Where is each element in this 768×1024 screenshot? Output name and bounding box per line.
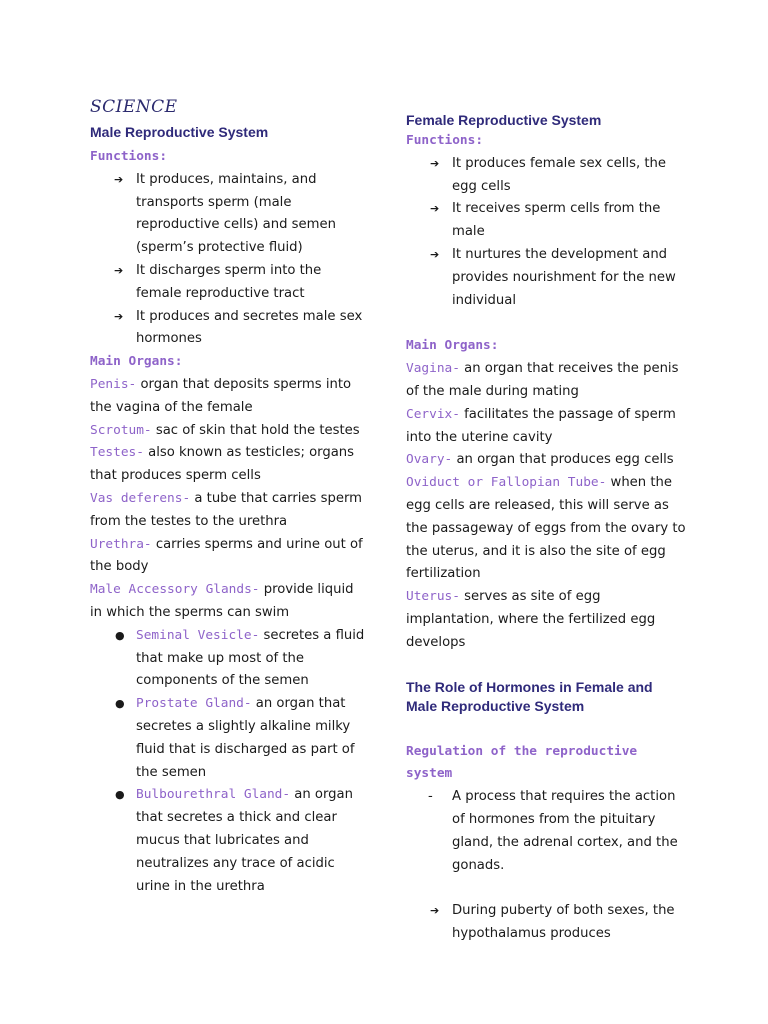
male-system-column	[90, 123, 365, 898]
organ-entry: Cervix- facilitates the passage of sperm into the uterine cavity	[406, 406, 676, 445]
organ-term: Vagina-	[406, 361, 460, 377]
regulation-label: Regulation of the reproductive system	[406, 743, 638, 782]
arrow-icon: ➔	[430, 202, 440, 216]
list-item: ➔ It receives sperm cells from the male	[406, 198, 686, 244]
list-item: ➔ During puberty of both sexes, the hypothalamus produces	[406, 900, 686, 946]
bullet-icon: ●	[115, 628, 125, 642]
organ-entry: Urethra- carries sperms and urine out of the body	[90, 536, 363, 575]
organ-term: Testes-	[90, 445, 144, 461]
spacer	[406, 877, 686, 900]
male-functions-list	[90, 169, 365, 351]
organ-term: Oviduct or Fallopian Tube-	[406, 475, 607, 491]
organ-term: Vas deferens-	[90, 490, 191, 506]
puberty-list	[406, 900, 686, 946]
organ-entry: Male Accessory Glands- provide liquid in which the sperms can swim	[90, 582, 354, 620]
bullet-icon: ●	[115, 788, 125, 802]
organ-entry: Testes- also known as testicles; organs that produces sperm cells	[90, 445, 355, 484]
organ-entry: Uterus- serves as site of egg implantation, where the fertilized egg develops	[406, 589, 656, 650]
organ-entry: Vas deferens- a tube that carries sperm from the testes to the urethra	[90, 490, 363, 529]
list-item: ➔ It discharges sperm into the female reproductive tract	[90, 260, 365, 306]
organ-term: Cervix-	[406, 406, 460, 422]
list-item: ● Seminal Vesicle- secretes a fluid that make up most of the components of the semen	[90, 625, 365, 693]
arrow-icon: ➔	[430, 904, 440, 918]
female-system-heading: Female Reproductive System	[406, 112, 602, 128]
spacer	[406, 716, 686, 741]
list-item: - A process that requires the action of hormones from the pituitary gland, the adrenal cortex, and the gonads.	[406, 786, 686, 877]
female-functions-list	[406, 153, 686, 313]
organ-entry: Ovary- an organ that produces egg cells	[406, 452, 674, 468]
arrow-icon: ➔	[430, 247, 440, 261]
list-item: ➔ It produces, maintains, and transports sperm (male reproductive cells) and semen (sperm’s protective fluid)	[90, 169, 365, 260]
spacer	[406, 655, 686, 678]
organ-term: Urethra-	[90, 536, 152, 552]
organ-term: Ovary-	[406, 452, 453, 468]
arrow-icon: ➔	[114, 309, 124, 323]
list-item: ➔ It nurtures the development and provides nourishment for the new individual	[406, 244, 686, 312]
hormones-heading: The Role of Hormones in Female and Male Reproductive System	[406, 678, 653, 714]
female-system-column	[406, 111, 686, 946]
dash-icon: -	[428, 789, 433, 805]
female-functions-label: Functions:	[406, 133, 484, 148]
organ-term: Penis-	[90, 376, 137, 392]
accessory-glands-list	[90, 625, 365, 899]
bullet-icon: ●	[115, 697, 125, 711]
organ-term: Uterus-	[406, 589, 460, 605]
list-item: ● Prostate Gland- an organ that secretes a slightly alkaline milky fluid that is discharged as part of the semen	[90, 693, 365, 784]
male-organs-label: Main Organs:	[90, 354, 183, 370]
organ-entry: Oviduct or Fallopian Tube- when the egg cells are released, this will serve as the passageway of eggs from the ovary to the uterus, and it is also the site of egg fertilization	[406, 475, 686, 582]
arrow-icon: ➔	[430, 156, 440, 170]
organ-entry: Vagina- an organ that receives the penis of the male during mating	[406, 361, 679, 399]
list-item: ➔ It produces and secretes male sex hormones	[90, 306, 365, 352]
spacer	[406, 312, 686, 335]
list-item: ● Bulbourethral Gland- an organ that secretes a thick and clear mucus that lubricates and neutralizes any trace of acidic urine in the urethra	[90, 784, 365, 898]
organ-entry: Scrotum- sac of skin that hold the testes	[90, 422, 360, 438]
regulation-list	[406, 786, 686, 877]
male-system-heading: Male Reproductive System	[90, 124, 269, 140]
organ-entry: Penis- organ that deposits sperms into the vagina of the female	[90, 376, 352, 415]
organ-term: Scrotum-	[90, 422, 152, 438]
organ-term: Male Accessory Glands-	[90, 582, 260, 598]
arrow-icon: ➔	[114, 172, 124, 186]
female-organs-label: Main Organs:	[406, 338, 499, 354]
list-item: ➔ It produces female sex cells, the egg cells	[406, 153, 686, 199]
document-title: SCIENCE	[90, 97, 178, 117]
male-functions-label: Functions:	[90, 149, 168, 164]
arrow-icon: ➔	[114, 263, 124, 277]
